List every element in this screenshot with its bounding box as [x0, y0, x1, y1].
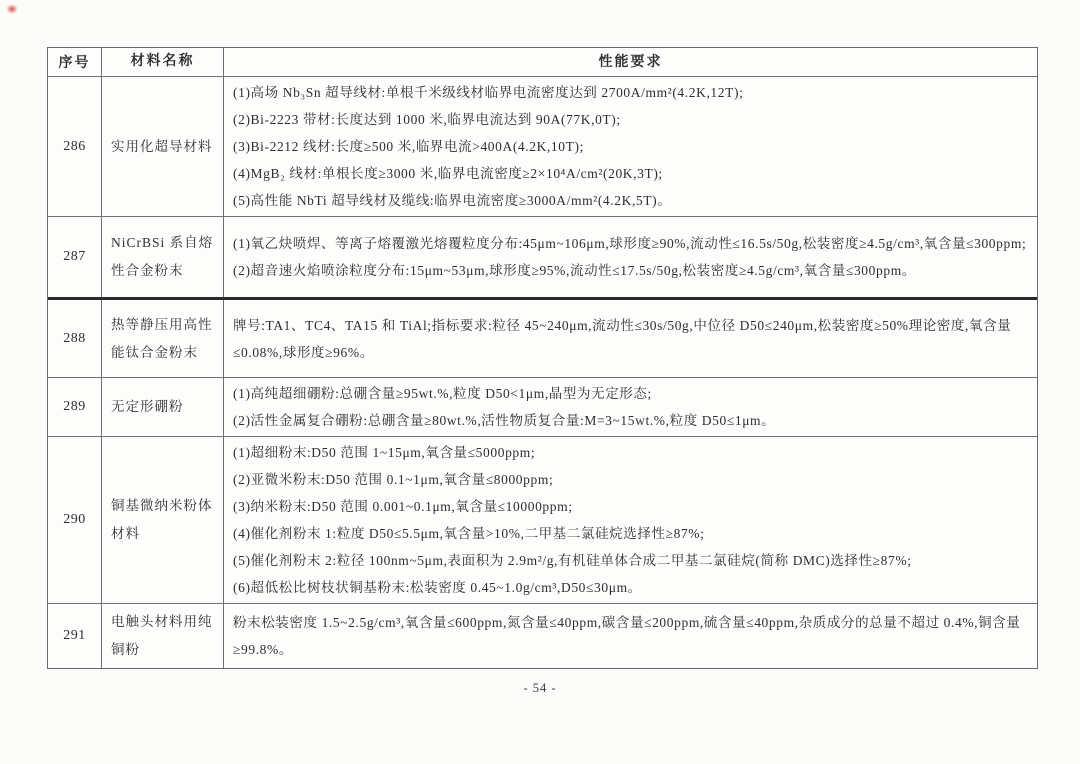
requirement-item: (3)Bi-2212 线材:长度≥500 米,临界电流>400A(4.2K,10T);: [233, 139, 584, 154]
requirements-cell: [223, 604, 1037, 668]
requirement-item: (1)高场 Nb₃Sn 超导线材:单根千米级线材临界电流密度达到 2700A/mm²(4.2K,12T);: [233, 85, 744, 100]
row-number: 289: [63, 399, 86, 414]
table-row: [48, 603, 1037, 668]
requirement-item: (4)催化剂粉末 1:粒度 D50≤5.5μm,氧含量>10%,二甲基二氯硅烷选择性≥87%;: [233, 526, 705, 541]
requirement-item: (2)Bi-2223 带材:长度达到 1000 米,临界电流达到 90A(77K,0T);: [233, 112, 621, 127]
table-row: [48, 377, 1037, 436]
material-name: 电触头材料用纯铜粉: [101, 604, 223, 668]
requirement-item: (6)超低松比树枝状铜基粉末:松装密度 0.45~1.0g/cm³,D50≤30μm。: [233, 580, 642, 595]
requirement-item: (5)高性能 NbTi 超导线材及缆线:临界电流密度≥3000A/mm²(4.2K,5T)。: [233, 193, 672, 208]
table-header-row: [48, 48, 1037, 76]
header-requirements: 性能要求: [223, 48, 1037, 76]
requirements-cell: [223, 300, 1037, 377]
requirement-item: (2)活性金属复合硼粉:总硼含量≥80wt.%,活性物质复合量:M=3~15wt.%,粒度 D50≤1μm。: [233, 413, 776, 428]
table-row: [48, 216, 1037, 297]
requirement-item: (1)氧乙炔喷焊、等离子熔覆激光熔覆粒度分布:45μm~106μm,球形度≥90%,流动性≤16.5s/50g,松装密度≥4.5g/cm³,氧含量≤300ppm;: [233, 236, 1027, 251]
requirements-cell: [223, 437, 1037, 603]
requirement-item: (2)超音速火焰喷涂粒度分布:15μm~53μm,球形度≥95%,流动性≤17.5s/50g,松装密度≥4.5g/cm³,氧含量≤300ppm。: [233, 263, 916, 278]
requirement-item: (1)高纯超细硼粉:总硼含量≥95wt.%,粒度 D50<1μm,晶型为无定形态;: [233, 386, 652, 401]
material-name: NiCrBSi 系自熔性合金粉末: [101, 217, 223, 297]
requirement-item: (4)MgB₂ 线材:单根长度≥3000 米,临界电流密度≥2×10⁴A/cm²(20K,3T);: [233, 166, 663, 181]
table-row: [48, 297, 1037, 377]
material-name: 实用化超导材料: [101, 77, 223, 216]
requirement-item: 粉末松装密度 1.5~2.5g/cm³,氧含量≤600ppm,氮含量≤40ppm,碳含量≤200ppm,硫含量≤40ppm,杂质成分的总量不超过 0.4%,铜含量≥99.8%。: [233, 615, 1021, 657]
material-name: 铜基微纳米粉体材料: [101, 437, 223, 603]
table-row: [48, 76, 1037, 216]
header-seq-no: 序号: [58, 56, 91, 71]
red-ink-artifact: [6, 4, 18, 14]
row-number: 288: [63, 330, 86, 346]
page-number: - 54 -: [523, 681, 557, 695]
row-number: 291: [63, 628, 86, 643]
row-number: 287: [63, 249, 86, 264]
requirements-cell: [223, 378, 1037, 436]
material-name: 无定形硼粉: [101, 378, 223, 436]
requirement-item: 牌号:TA1、TC4、TA15 和 TiAl;指标要求:粒径 45~240μm,流动性≤30s/50g,中位径 D50≤240μm,松装密度≥50%理论密度,氧含量≤0.08%,球形度≥96%。: [233, 317, 1012, 360]
header-material-name: 材料名称: [101, 48, 223, 76]
requirement-item: (2)亚微米粉末:D50 范围 0.1~1μm,氧含量≤8000ppm;: [233, 472, 554, 487]
materials-table: [47, 47, 1038, 669]
table-row: [48, 436, 1037, 603]
requirement-item: (5)催化剂粉末 2:粒径 100nm~5μm,表面积为 2.9m²/g,有机硅单体合成二甲基二氯硅烷(简称 DMC)选择性≥87%;: [233, 553, 912, 568]
requirement-item: (3)纳米粉末:D50 范围 0.001~0.1μm,氧含量≤10000ppm;: [233, 499, 573, 514]
row-number: 290: [63, 512, 86, 527]
requirements-cell: [223, 77, 1037, 216]
row-number: 286: [63, 138, 86, 154]
requirements-cell: [223, 217, 1037, 297]
requirement-item: (1)超细粉末:D50 范围 1~15μm,氧含量≤5000ppm;: [233, 445, 536, 460]
material-name: 热等静压用高性能钛合金粉末: [101, 300, 223, 377]
